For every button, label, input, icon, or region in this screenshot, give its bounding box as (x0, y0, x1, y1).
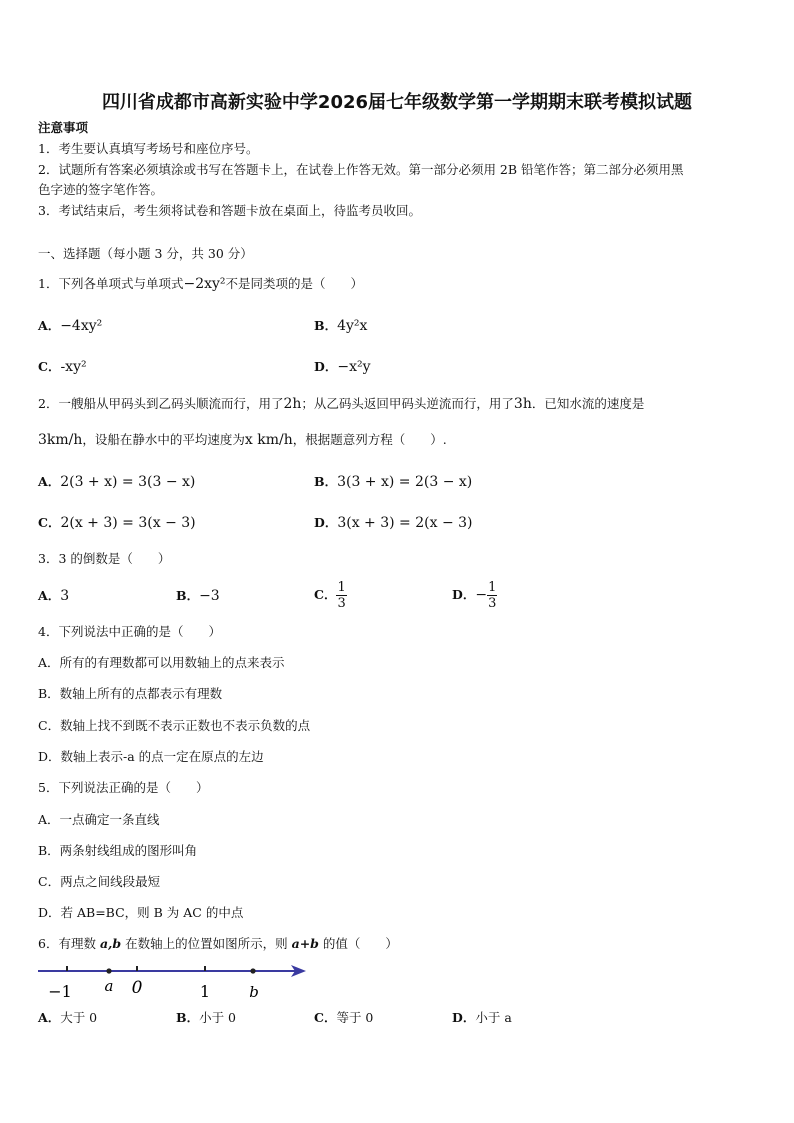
option-text: 2(3 + x) = 3(3 − x) (60, 474, 196, 490)
question-6-stem (38, 936, 398, 952)
notes-item-2: 2．试题所有答案必须填涂或书写在答题卡上，在试卷上作答无效。第一部分必须用 2B 铅笔作答；第二部分必须用黑 (38, 162, 684, 177)
section-heading: 一、选择题（每小题 3 分，共 30 分） (38, 246, 253, 261)
option-text: 3 (60, 588, 70, 604)
option-label: D． (452, 1010, 476, 1025)
q2-value: 3km/h (38, 432, 83, 448)
option-label: B． (176, 588, 200, 603)
q2-option-b[interactable] (314, 474, 472, 490)
fraction (336, 580, 346, 611)
q3-option-b[interactable] (176, 588, 220, 604)
q5-option-c[interactable]: C．两点之间线段最短 (38, 874, 161, 889)
q2-text: ，设船在静水中的平均速度为 (82, 432, 245, 447)
q2-option-a[interactable] (38, 474, 195, 490)
q2-option-d[interactable] (314, 515, 473, 531)
option-text: 2(x + 3) = 3(x − 3) (60, 515, 196, 531)
q4-option-a[interactable]: A．所有的有理数都可以用数轴上的点来表示 (38, 655, 285, 670)
q6-option-b[interactable] (176, 1010, 236, 1026)
option-text: 3(3 + x) = 2(3 − x) (337, 474, 473, 490)
q6-option-d[interactable] (452, 1010, 512, 1026)
option-label: B． (314, 474, 338, 489)
option-text: −x²y (337, 359, 371, 375)
number-line-figure (36, 958, 316, 1002)
question-3-stem: 3．3 的倒数是（ ） (38, 551, 171, 566)
point-b (250, 968, 255, 973)
option-label: A． (38, 318, 61, 333)
q2-value: 2h (283, 396, 302, 412)
option-text: 大于 0 (60, 1010, 98, 1025)
fraction (487, 580, 497, 611)
page-title: 四川省成都市高新实验中学2026届七年级数学第一学期期末联考模拟试题 (101, 92, 693, 113)
q5-option-d[interactable]: D．若 AB=BC，则 B 为 AC 的中点 (38, 905, 244, 920)
option-label: A． (38, 1010, 61, 1025)
option-label: C． (38, 359, 61, 374)
fraction-numerator: 1 (337, 580, 346, 595)
q5-option-a[interactable]: A．一点确定一条直线 (38, 812, 160, 827)
option-text: 小于 0 (199, 1010, 237, 1025)
q4-option-c[interactable]: C．数轴上找不到既不表示正数也不表示负数的点 (38, 718, 311, 733)
q1-option-d[interactable] (314, 359, 371, 375)
option-label: C． (314, 587, 337, 602)
q5-option-b[interactable]: B．两条射线组成的图形叫角 (38, 843, 198, 858)
q1-expression: −2xy² (183, 276, 226, 292)
q6-text: 在数轴上的位置如图所示，则 (121, 936, 292, 951)
q1-post: 不是同类项的是（ ） (225, 276, 364, 291)
label-a: a (104, 977, 114, 995)
q2-text: ，根据题意列方程（ ）. (292, 432, 447, 447)
question-4-stem: 4．下列说法中正确的是（ ） (38, 624, 221, 639)
q2-text: 2．一艘船从甲码头到乙码头顺流而行，用了 (38, 396, 284, 411)
minus-sign: − (475, 587, 488, 603)
label-0: 0 (131, 978, 143, 998)
option-label: D． (452, 587, 476, 602)
notes-item-1: 1．考生要认真填写考场号和座位序号。 (38, 141, 259, 156)
label-b: b (249, 983, 259, 1001)
point-a (106, 968, 111, 973)
option-text: 等于 0 (336, 1010, 374, 1025)
option-label: C． (38, 515, 61, 530)
question-5-stem: 5．下列说法正确的是（ ） (38, 780, 209, 795)
label-1: 1 (199, 982, 211, 1001)
q3-option-a[interactable] (38, 588, 69, 604)
q3-option-c[interactable] (314, 578, 347, 612)
option-text: -xy² (60, 359, 87, 375)
q1-pre: 1．下列各单项式与单项式 (38, 276, 184, 291)
option-label: A． (38, 588, 61, 603)
q2-value: x km/h (244, 432, 293, 448)
notes-heading: 注意事项 (38, 120, 89, 135)
q6-option-a[interactable] (38, 1010, 97, 1026)
q4-option-d[interactable]: D．数轴上表示-a 的点一定在原点的左边 (38, 749, 264, 764)
q2-value: 3h (513, 396, 532, 412)
option-text: 3(x + 3) = 2(x − 3) (337, 515, 473, 531)
question-2-stem-line-1 (38, 396, 644, 412)
option-label: C． (314, 1010, 337, 1025)
fraction-denominator: 3 (337, 596, 346, 611)
q6-expression: a+b (291, 936, 319, 951)
fraction-denominator: 3 (488, 596, 497, 611)
q4-option-b[interactable]: B．数轴上所有的点都表示有理数 (38, 686, 223, 701)
q6-option-c[interactable] (314, 1010, 373, 1026)
question-1-stem (38, 276, 363, 292)
q6-text: 6．有理数 (38, 936, 100, 951)
option-label: D． (314, 359, 338, 374)
option-text: 4y²x (337, 318, 368, 334)
q2-text: ．已知水流的速度是 (531, 396, 645, 411)
option-label: B． (176, 1010, 200, 1025)
q1-option-a[interactable] (38, 318, 102, 334)
option-text: −3 (199, 588, 220, 604)
label-minus-1: −1 (48, 982, 72, 1001)
option-text: 小于 a (475, 1010, 512, 1025)
q2-option-c[interactable] (38, 515, 196, 531)
option-label: A． (38, 474, 61, 489)
notes-item-3: 3．考试结束后，考生须将试卷和答题卡放在桌面上，待监考员收回。 (38, 203, 421, 218)
q1-option-b[interactable] (314, 318, 367, 334)
q6-text: 的值（ ） (318, 936, 398, 951)
option-label: B． (314, 318, 338, 333)
q6-variables: a,b (99, 936, 122, 951)
fraction-numerator: 1 (488, 580, 497, 595)
question-2-stem-line-2 (38, 432, 447, 448)
option-text: −4xy² (60, 318, 103, 334)
q2-text: ；从乙码头返回甲码头逆流而行，用了 (301, 396, 514, 411)
option-label: D． (314, 515, 338, 530)
q3-option-d[interactable] (452, 578, 497, 612)
notes-item-2-cont: 色字迹的签字笔作答。 (38, 182, 164, 197)
q1-option-c[interactable] (38, 359, 87, 375)
